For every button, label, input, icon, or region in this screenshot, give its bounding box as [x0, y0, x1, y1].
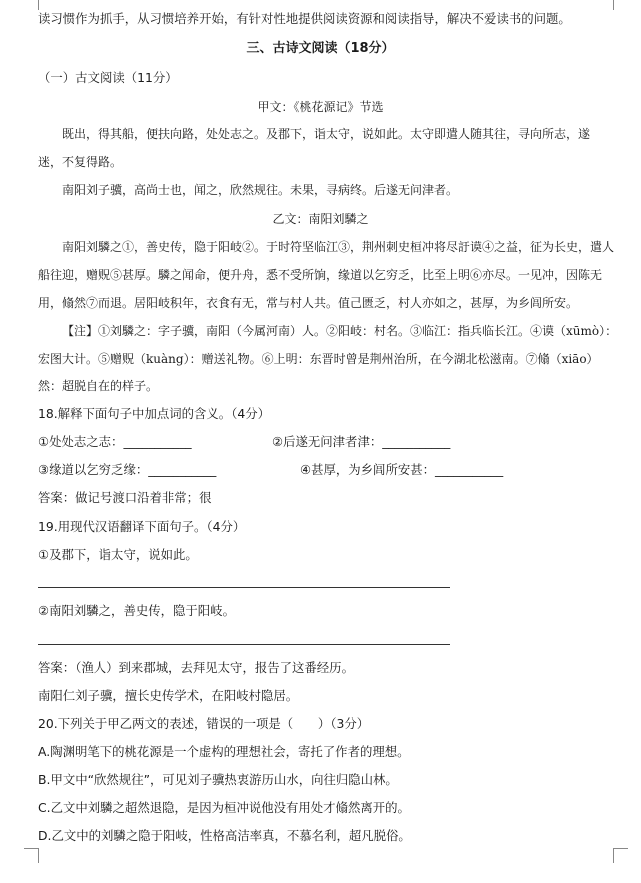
- q20-option-d: D.乙文中的刘驎之隐于阳岐，性格高洁率真，不慕名利，超凡脱俗。: [38, 828, 411, 843]
- q19-sentence-1: ①及郡下，诣太守，说如此。: [38, 547, 198, 562]
- crop-mark-top-right: [613, 0, 628, 10]
- q19-stem: 19.用现代汉语翻译下面句子。（4分）: [38, 519, 246, 534]
- crop-mark-bottom-right: [613, 848, 628, 863]
- jia-title: 甲文：《桃花源记》节选: [257, 100, 384, 114]
- yi-line-3: 用，翛然⑦而退。居阳岐积年，衣食有无，常与村人共。值己匮乏，村人亦如之，甚厚，为乡闾所安。: [38, 296, 579, 310]
- crop-mark-bottom-left: [24, 848, 39, 863]
- q19-sentence-2: ②南阳刘驎之，善史传，隐于阳岐。: [38, 603, 235, 618]
- q18-item-c: ③缘道以乞穷乏缘：___________: [38, 462, 217, 477]
- yi-line-2: 船往迎，赠贶⑤甚厚。驎之闻命，便升舟，悉不受所饷，缘道以乞穷乏，比至上明⑥亦尽。一见冲，因陈无: [38, 268, 603, 282]
- q19-answer-rule-2: [38, 644, 450, 645]
- jia-paragraph-2: 南阳刘子骥，高尚士也，闻之，欣然规往。未果，寻病终。后遂无问津者。: [62, 183, 459, 197]
- q20-option-b: B.甲文中“欣然规往”，可见刘子骥热衷游历山水，向往归隐山林。: [38, 772, 398, 787]
- jia-paragraph-1-line-1: 既出，得其船，便扶向路，处处志之。及郡下，诣太守，说如此。太守即遣人随其往，寻向所志，遂: [62, 127, 591, 141]
- section-title: 三、古诗文阅读（18分）: [246, 41, 395, 56]
- notes-line-2: 宏图大计。⑤赠贶（kuàng）：赠送礼物。⑥上明：东晋时曾是荆州治所，在今湖北松滋南。⑦翛（xiāo）: [38, 352, 599, 366]
- q20-option-a: A.陶渊明笔下的桃花源是一个虚构的理想社会，寄托了作者的理想。: [38, 744, 410, 759]
- q18-item-b: ②后遂无问津者津：___________: [272, 434, 451, 449]
- subsection-title: （一）古文阅读（11分）: [38, 70, 178, 85]
- notes-line-1: 【注】①刘驎之：字子骥，南阳（今属河南）人。②阳岐：村名。③临江：指兵临长江。④谟（xūmò）：: [62, 324, 618, 338]
- q19-answer-rule-1: [38, 587, 450, 588]
- intro-line: 读习惯作为抓手，从习惯培养开始，有针对性地提供阅读资源和阅读指导，解决不爱读书的问题。: [38, 11, 571, 26]
- jia-paragraph-1-line-2: 迷，不复得路。: [38, 155, 123, 169]
- yi-title: 乙文：南阳刘驎之: [272, 212, 369, 226]
- yi-line-1: 南阳刘驎之①，善史传，隐于阳岐②。于时符坚临江③，荆州刺史桓冲将尽訏谟④之益，征为长史，遣人: [62, 240, 615, 254]
- q19-answer-1: 答案：（渔人）到来郡城，去拜见太守，报告了这番经历。: [38, 660, 354, 675]
- q18-stem: 18.解释下面句子中加点词的含义。（4分）: [38, 406, 271, 421]
- q20-option-c: C.乙文中刘驎之超然退隐，是因为桓冲说他没有用处才翛然离开的。: [38, 800, 410, 815]
- q18-item-d: ④甚厚，为乡闾所安甚：___________: [300, 462, 504, 477]
- crop-mark-top-left: [24, 0, 39, 10]
- q18-item-a: ①处处志之志：___________: [38, 434, 192, 449]
- q18-answer: 答案：做记号渡口沿着非常；很: [38, 490, 212, 505]
- notes-line-3: 然：超脱自在的样子。: [38, 379, 159, 393]
- q20-stem: 20.下列关于甲乙两文的表述，错误的一项是（ ）（3分）: [38, 716, 370, 731]
- q19-answer-2: 南阳仁刘子骥，擅长史传学术，在阳岐村隐居。: [38, 688, 299, 703]
